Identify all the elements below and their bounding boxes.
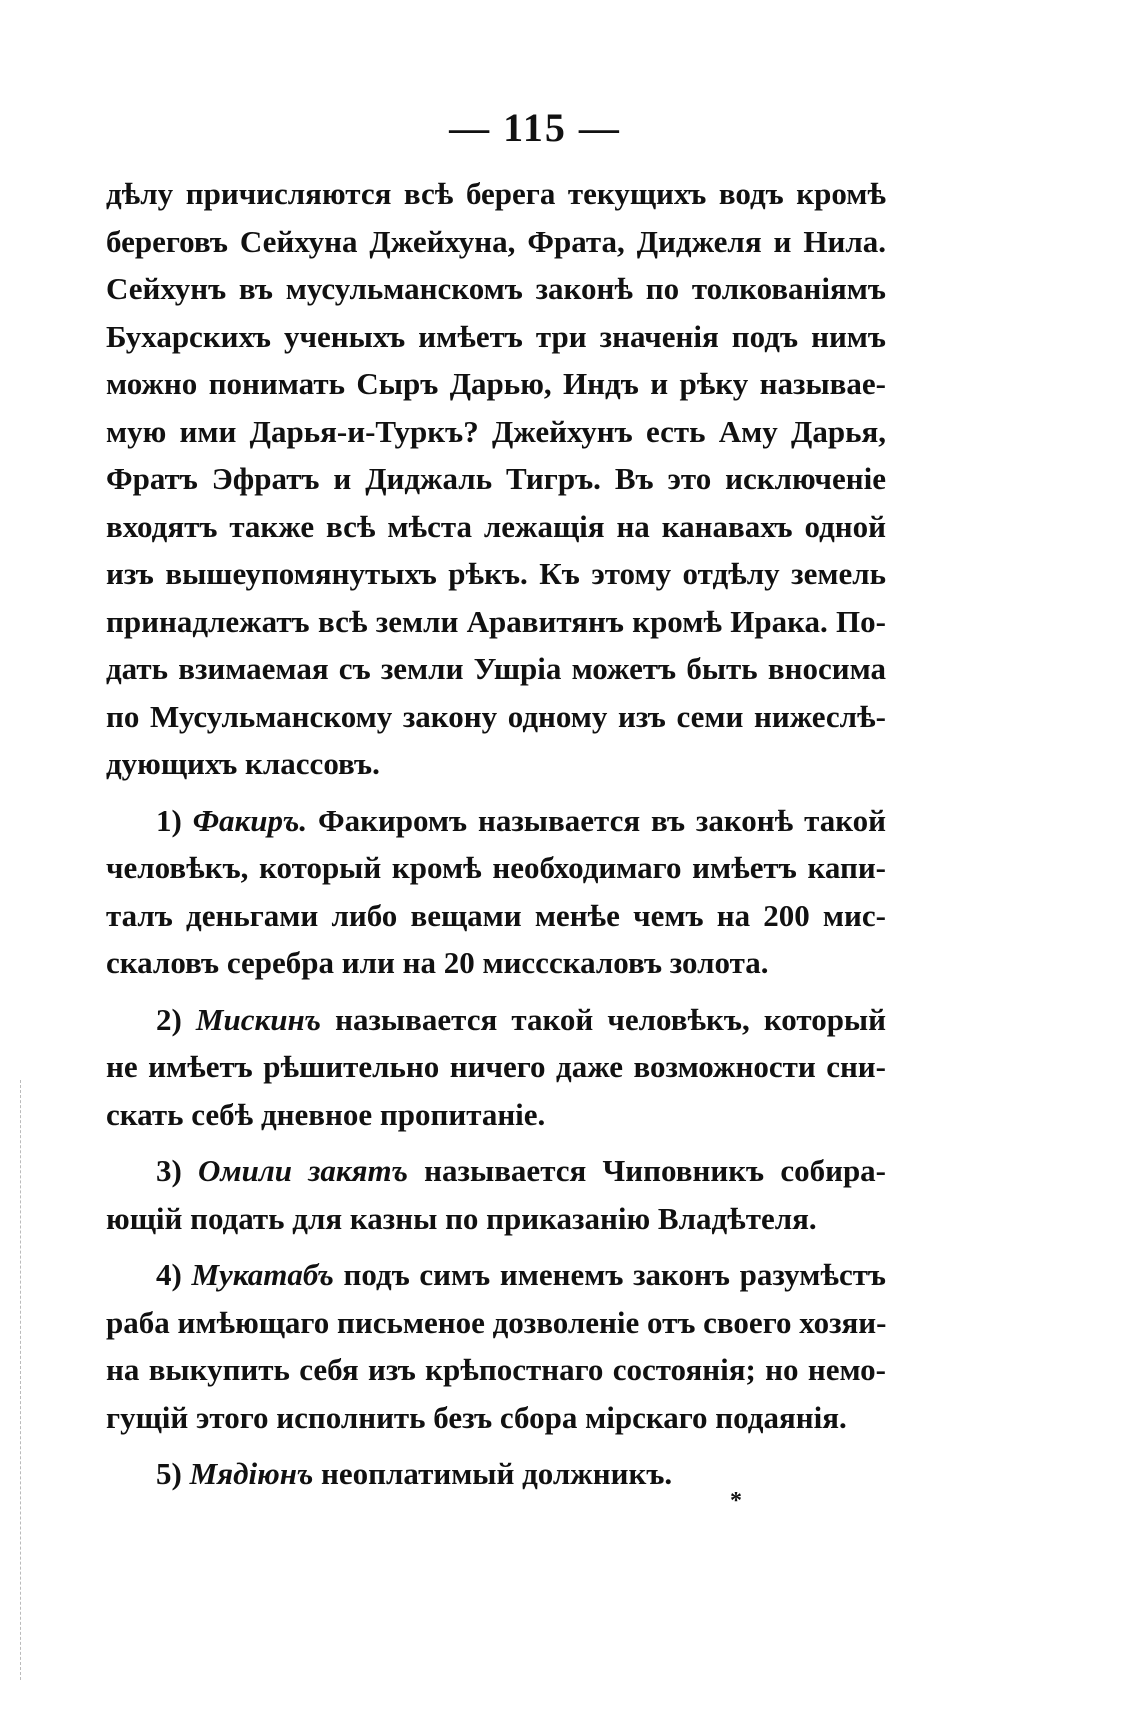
list-item-first-line bbox=[106, 1450, 886, 1498]
item-number: 4) bbox=[156, 1257, 182, 1292]
item-text: неоплатимый должникъ. bbox=[321, 1456, 673, 1491]
list-item-first-line bbox=[106, 797, 886, 845]
text-line: скаловъ серебра или на 20 миссскаловъ золота. bbox=[106, 945, 769, 980]
item-text: подъ симъ именемъ законъ разумѣстъ bbox=[343, 1257, 887, 1292]
text-line: скать себѣ дневное пропитаніе. bbox=[106, 1096, 546, 1132]
text-line: мую ими Дарья-и-Туркъ? Джейхунъ есть Аму Дарья, bbox=[106, 413, 886, 449]
item-term: Факиръ. bbox=[192, 802, 308, 838]
text-line: дѣлу причисляются всѣ берега текущихъ водъ кромѣ bbox=[106, 176, 886, 211]
text-line: Сейхунъ въ мусульманскомъ законѣ по толкованіямъ bbox=[106, 271, 886, 306]
text-line: человѣкъ, который кромѣ необходимаго имѣетъ капи- bbox=[106, 850, 886, 885]
text-line: принадлежатъ всѣ земли Аравитянъ кромѣ Ирака. По- bbox=[106, 603, 886, 639]
text-line: Бухарскихъ ученыхъ имѣетъ три значенія подъ нимъ bbox=[106, 318, 886, 354]
item-term: Мукатабъ bbox=[191, 1257, 334, 1292]
item-number: 1) bbox=[156, 802, 182, 838]
item-text: называется Чиповникъ собира- bbox=[424, 1153, 887, 1188]
text-line: можно понимать Сыръ Дарью, Индъ и рѣку называе- bbox=[106, 366, 886, 401]
item-text: называется такой человѣкъ, который bbox=[335, 1001, 886, 1037]
list-item-first-line bbox=[106, 996, 886, 1044]
item-number: 5) bbox=[156, 1456, 182, 1491]
list-item-first-line bbox=[106, 1251, 886, 1299]
text-line: береговъ Сейхуна Джейхуна, Фрата, Диджеля и Нила. bbox=[106, 223, 886, 259]
text-line: дать взимаемая съ земли Ушріа можетъ быть вносима bbox=[106, 651, 886, 686]
body-text bbox=[106, 170, 886, 1498]
text-line: входятъ также всѣ мѣста лежащія на канавахъ одной bbox=[106, 508, 886, 544]
text-line: не имѣетъ рѣшительно ничего даже возможности сни- bbox=[106, 1049, 886, 1084]
item-term: Мискинъ bbox=[195, 1001, 321, 1037]
item-term: Омили закятъ bbox=[198, 1153, 408, 1188]
text-line: ющій подать для казны по приказанію Владѣтеля. bbox=[106, 1200, 817, 1236]
text-line: раба имѣющаго письменое дозволеніе отъ своего хозяи- bbox=[106, 1304, 887, 1340]
text-line: на выкупить себя изъ крѣпостнаго состоянія; но немо- bbox=[106, 1352, 886, 1387]
list-item-first-line bbox=[106, 1147, 886, 1195]
page-number: — 115 — bbox=[449, 105, 621, 150]
text-line: Фратъ Эфратъ и Диджаль Тигръ. Въ это исключеніе bbox=[106, 461, 886, 496]
item-term: Мядіюнъ bbox=[189, 1456, 314, 1491]
page-edge-mark bbox=[20, 1080, 22, 1680]
end-mark: * bbox=[730, 1488, 742, 1514]
item-text: Факиромъ называется въ законѣ такой bbox=[317, 802, 887, 838]
item-number: 3) bbox=[156, 1153, 182, 1188]
item-number: 2) bbox=[156, 1001, 182, 1037]
text-line: гущій этого исполнить безъ сбора мірскаго подаянія. bbox=[106, 1399, 847, 1435]
text-line: талъ деньгами либо вещами менѣе чемъ на 200 мис- bbox=[106, 897, 886, 933]
text-line: дующихъ классовъ. bbox=[106, 746, 380, 781]
text-line: изъ вышеупомянутыхъ рѣкъ. Къ этому отдѣлу земель bbox=[106, 556, 886, 591]
text-line: по Мусульманскому закону одному изъ семи нижеслѣ- bbox=[106, 698, 886, 734]
